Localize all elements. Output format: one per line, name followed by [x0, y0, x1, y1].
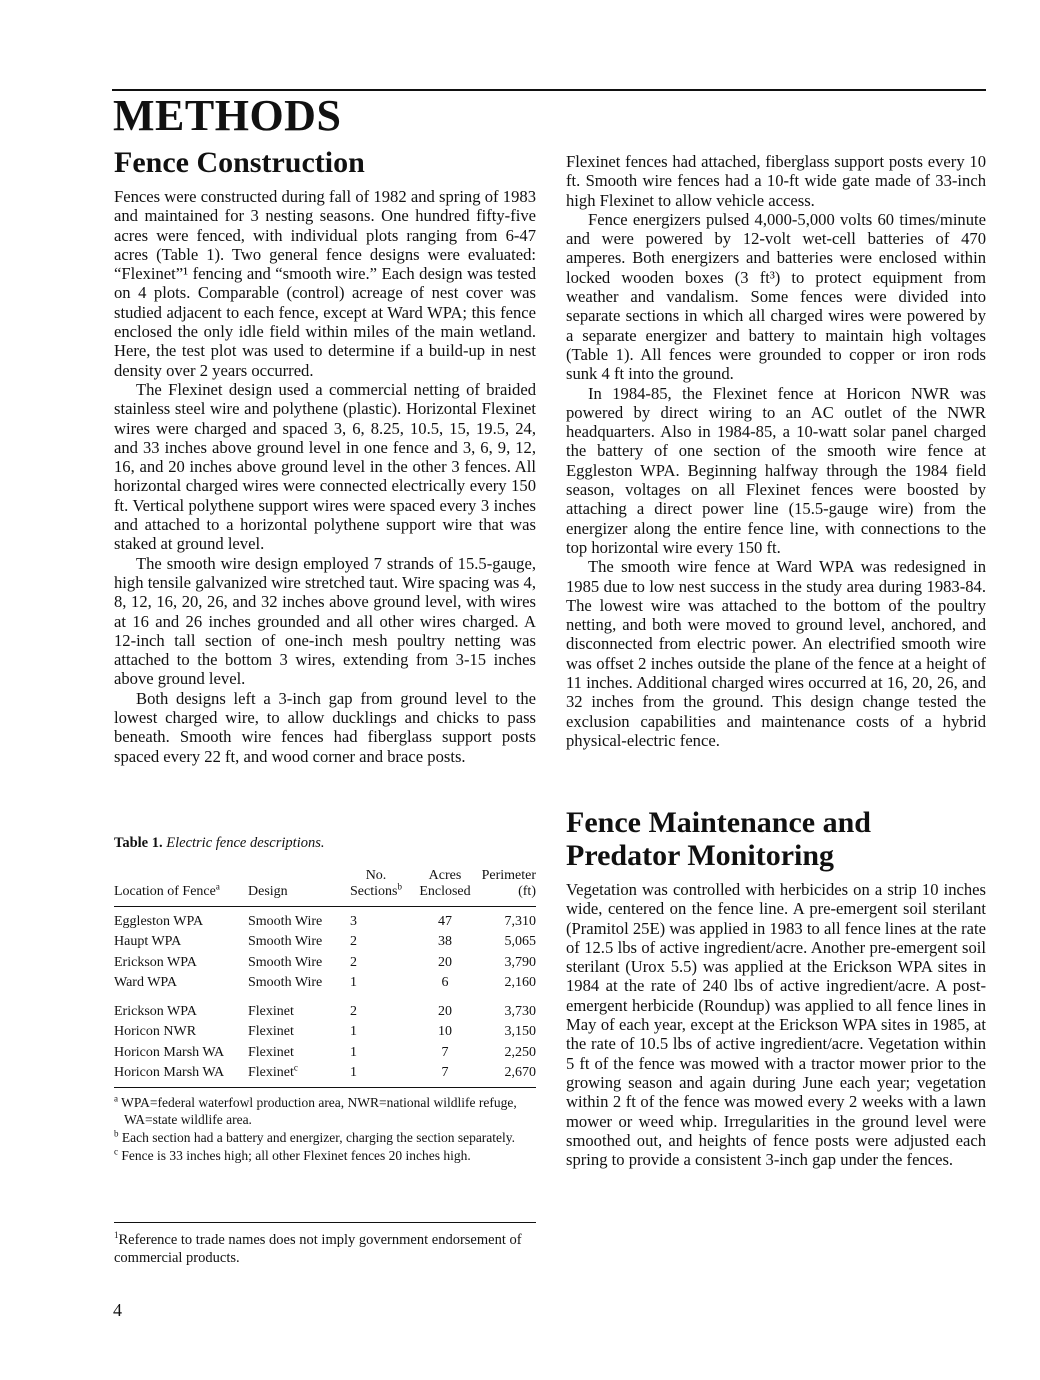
table-row: Horicon NWR Flexinet 1 10 3,150	[114, 1024, 536, 1040]
page-number: 4	[113, 1300, 122, 1320]
right-column-text	[566, 152, 986, 750]
table-row: Ward WPA Smooth Wire 1 6 2,160	[114, 974, 536, 990]
table-title: Electric fence descriptions.	[166, 835, 325, 851]
table-row: Erickson WPA Smooth Wire 2 20 3,790	[114, 954, 536, 970]
fence-table	[114, 868, 536, 1087]
table-row: Horicon Marsh WA Flexinet$^c$ 1 7 2,670	[114, 1062, 536, 1081]
header-design: Design	[248, 884, 288, 899]
paragraph: Fence energizers pulsed 4,000-5,000 volts 60 times/minute and were powered by 12-volt wet-cell batteries of 470 amperes. Both energizers and batteries were enclosed within locked wooden boxes (3 ft³) to protect equipment from weather and vandalism. Some fences were divided into separate sections in which all charged wires were powered by a separate energizer and battery to maintain high voltages (Table 1). All fences were grounded to copper or iron rods sunk 4 ft into the ground.	[566, 209, 986, 384]
table-note: $^b$ Each section had a battery and energizer, charging the section separately.	[114, 1128, 516, 1146]
table-header-row	[114, 868, 536, 907]
table-1	[114, 835, 536, 1165]
table-note: $^c$ Fence is 33 inches high; all other Flexinet fences 20 inches high.	[114, 1146, 471, 1164]
table-bottom-rule	[114, 1087, 536, 1088]
table-row: Erickson WPA Flexinet 2 20 3,730	[114, 1004, 536, 1020]
table-row: Eggleston WPA Smooth Wire 3 47 7,310	[114, 914, 536, 929]
paragraph: Flexinet fences had attached, fiberglass support posts every 10 ft. Smooth wire fences had a 10-ft wide gate made of 33-inch high Flexinet to allow vehicle access.	[566, 152, 986, 210]
table-row: Horicon Marsh WA Flexinet 1 7 2,250	[114, 1044, 536, 1060]
left-column-text	[114, 187, 536, 766]
footnote-rule	[114, 1222, 536, 1223]
table-caption	[114, 835, 536, 852]
header-acres: Acres Enclosed	[419, 868, 471, 899]
paragraph: Fences were constructed during fall of 1982 and spring of 1983 and maintained for 3 nesting seasons. One hundred fifty-five acres were fenced, with individual plots ranging from 6-47 acres (Table 1). Two general fence designs were evaluated: “Flexinet”¹ fencing and “smooth wire.” Each design was tested on 4 plots. Comparable (control) acreage of nest cover was studied adjacent to each fence, except at Ward WPA; this fence enclosed the only idle field within miles of the main wetland. Here, the test plot was used to determine if a build-up in nest density over 2 years occurred.	[114, 187, 536, 380]
table-note: $^a$ WPA=federal waterfowl production area, NWR=national wildlife refuge, WA=state wildlife area.	[114, 1093, 517, 1128]
paragraph: The Flexinet design used a commercial netting of braided stainless steel wire and polythene (plastic). Horizontal Flexinet wires were charged and spaced 3, 6, 8.25, 10.5, 15, 19.5, 24, and 33 inches above ground level in one fence and 3, 6, 9, 12, 16, and 20 inches above ground level in the other 3 fences. All horizontal charged wires were connected electrically every 150 ft. Vertical polythene support wires were spaced every 3 inches and attached to a horizontal polythene support wire that was staked at ground level.	[114, 379, 536, 554]
table-row: Haupt WPA Smooth Wire 2 38 5,065	[114, 934, 536, 950]
paragraph: In 1984-85, the Flexinet fence at Horicon NWR was powered by direct wiring to an AC outlet of the NWR headquarters. Also in 1984-85, a 10-watt solar panel charged the battery of one section of the smooth wire fence at Eggleston WPA. Beginning halfway through the 1984 field season, voltages on all Flexinet fences were boosted by attaching a direct power line (15.5-gauge wire) from the energizer along the entire fence line, with connections to the top horizontal wire every 150 ft.	[566, 383, 986, 557]
header-perimeter: Perimeter (ft)	[481, 868, 536, 899]
header-location: Location of Fence$^a$	[114, 881, 220, 899]
paragraph: Vegetation was controlled with herbicides on a strip 10 inches wide, centered on the fence line. A pre-emergent soil sterilant (Pramitol 25E) was applied in 1983 to all fence lines at the rate of 12.5 lbs of active ingredient/acre. Another pre-emergent soil sterilant (Urox 5.5) was applied at the Erickson WPA sites in 1984 at the rate of 240 lbs of active ingredient/acre. A post-emergent herbicide (Roundup) was applied to all fence lines in May of each year, except at the Erickson WPA sites in 1985, at the rate of 10.5 lbs of active ingredient/acre. Vegetation within 5 ft of the fence was mowed with a tractor mower prior to the growing season and again during June each year; vegetation within 2 ft of the fence was mowed every 2 weeks with a lawn mower or weed whip. Irregularities in the ground level were smoothed out, and heights of fence posts were adjusted each spring to provide a consistent 3-inch gap under the fences.	[566, 880, 986, 1170]
paragraph: Both designs left a 3-inch gap from ground level to the lowest charged wire, to allow ducklings and chicks to pass beneath. Smooth wire fences had fiberglass support posts spaced every 22 ft, and wood corner and brace posts.	[114, 688, 536, 766]
section-title: METHODS	[113, 91, 342, 140]
paragraph: The smooth wire design employed 7 strands of 15.5-gauge, high tensile galvanized wire stretched taut. Wire spacing was 4, 8, 12, 16, 20, 26, and 32 inches above ground level, with wires at 16 and 26 inches grounded and all other wires charged. A 12-inch tall section of one-inch mesh poultry netting was attached to the bottom 3 wires, extending from 3-15 inches above ground level.	[114, 553, 536, 689]
footnote: $^1$Reference to trade names does not imply government endorsement of commercial products.	[114, 1230, 522, 1266]
heading-fence-maintenance: Fence Maintenance and Predator Monitoring	[566, 806, 871, 872]
table-label: Table 1.	[114, 835, 163, 851]
heading-fence-construction: Fence Construction	[114, 146, 365, 179]
right-column-text-2	[566, 880, 986, 1169]
header-sections: No. Sections$^b$	[350, 868, 402, 899]
paragraph: The smooth wire fence at Ward WPA was redesigned in 1985 due to low nest success in the study area during 1983-84. The lowest wire was attached to the bottom of the poultry netting, and both were moved to ground level, anchored, and disconnected from electric power. An electrified smooth wire was offset 2 inches outside the plane of the fence at a height of 11 inches. Additional charged wires occurred at 16, 20, 26, and 32 inches from the ground. This design change tested the exclusion capabilities and maintenance costs of a hybrid physical-electric fence.	[566, 557, 986, 750]
table-notes	[114, 1094, 536, 1164]
